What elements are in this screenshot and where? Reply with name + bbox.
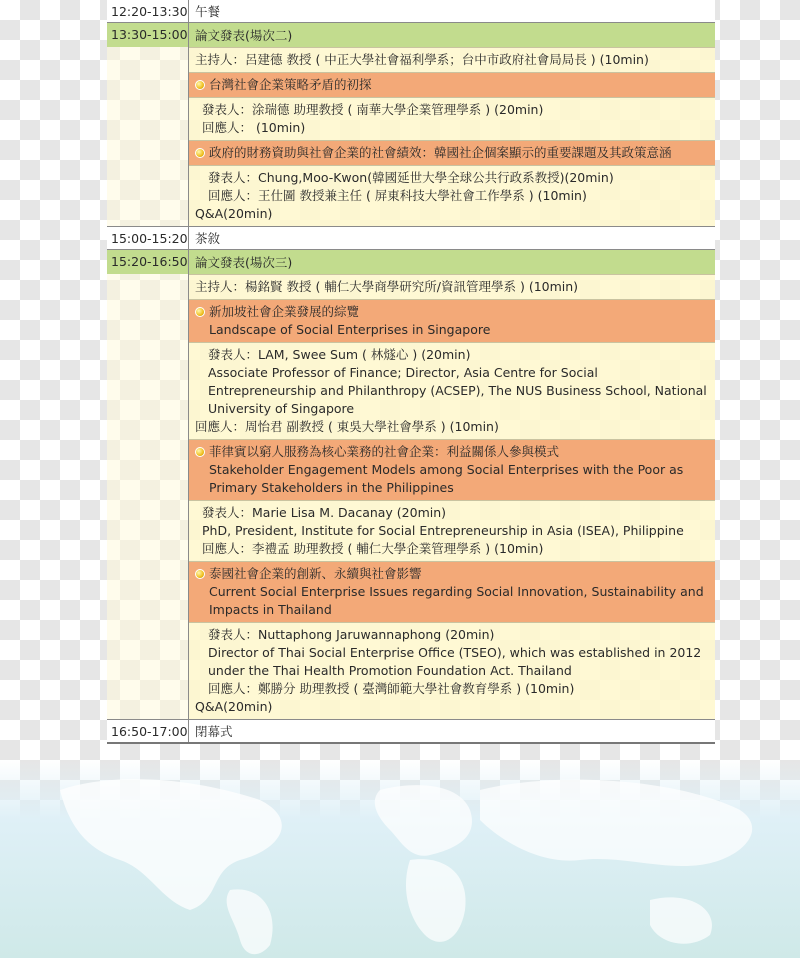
agenda-row-lunch <box>107 0 715 23</box>
paper-title-en: Stakeholder Engagement Models among Social Enterprises with the Poor as Primary Stakeholders in the Philippines <box>209 462 684 495</box>
agenda-row-tea <box>107 227 715 250</box>
paper-title-zh: 泰國社會企業的創新、永續與社會影響 <box>209 566 422 581</box>
presenter-line: 發表人：Chung,Moo-Kwon(韓國延世大學全球公共行政系教授)(20min) <box>208 170 614 185</box>
paper-speakers <box>189 97 715 140</box>
presenter-affiliation: Associate Professor of Finance; Director, Asia Centre for Social Entrepreneurship and Philanthropy (ACSEP), The NUS Business School, National University of Singapore <box>208 365 707 416</box>
presenter-line: 發表人：涂瑞德 助理教授 ( 南華大學企業管理學系 ) (20min) <box>202 102 544 117</box>
paper-speakers <box>189 622 715 719</box>
qa-line: Q&A(20min) <box>195 699 273 714</box>
paper-speakers <box>189 342 715 439</box>
time-cell: 13:30-15:00 <box>107 23 189 226</box>
event-label: 閉幕式 <box>189 720 715 742</box>
paper-title <box>189 561 715 622</box>
paper-title-zh: 新加坡社會企業發展的綜覽 <box>209 304 360 319</box>
respondent-line: 回應人：李禮孟 助理教授 ( 輔仁大學企業管理學系 ) (10min) <box>202 541 544 556</box>
event-label: 茶敘 <box>189 227 715 249</box>
time-cell: 15:20-16:50 <box>107 250 189 719</box>
paper-title <box>189 140 715 165</box>
paper-title-zh: 政府的財務資助與社會企業的社會績效：韓國社企個案顯示的重要課題及其政策意涵 <box>209 145 672 160</box>
paper-title <box>189 439 715 500</box>
paper-title <box>189 72 715 97</box>
session-title: 論文發表(場次二) <box>189 23 715 47</box>
bullet-icon <box>195 447 205 457</box>
bullet-icon <box>195 307 205 317</box>
bullet-icon <box>195 569 205 579</box>
world-map-graphic <box>0 760 800 958</box>
paper-title-en: Landscape of Social Enterprises in Singapore <box>209 322 491 337</box>
session-title: 論文發表(場次三) <box>189 250 715 274</box>
time-cell: 15:00-15:20 <box>107 227 189 249</box>
world-map-background <box>0 760 800 958</box>
agenda-row-closing <box>107 720 715 742</box>
event-label: 午餐 <box>189 0 715 22</box>
agenda-row-session2 <box>107 23 715 227</box>
agenda-table <box>107 0 715 744</box>
time-cell: 16:50-17:00 <box>107 720 189 742</box>
paper-speakers <box>189 165 715 226</box>
paper-title-zh: 台灣社會企業策略矛盾的初探 <box>209 77 372 92</box>
paper-title-en: Current Social Enterprise Issues regarding Social Innovation, Sustainability and Impacts in Thailand <box>209 584 704 617</box>
time-cell: 12:20-13:30 <box>107 0 189 22</box>
paper-speakers <box>189 500 715 561</box>
respondent-line: 回應人：周怡君 副教授 ( 東吳大學社會學系 ) (10min) <box>195 419 499 434</box>
bullet-icon <box>195 148 205 158</box>
presenter-affiliation: Director of Thai Social Enterprise Office (TSEO), which was established in 2012 under the Thai Health Promotion Foundation Act. Thailand <box>208 645 702 678</box>
qa-line: Q&A(20min) <box>195 206 273 221</box>
presenter-line: 發表人：LAM, Swee Sum ( 林燧心 ) (20min) <box>208 347 471 362</box>
presenter-line: 發表人：Nuttaphong Jaruwannaphong (20min) <box>208 627 495 642</box>
paper-title-zh: 菲律賓以窮人服務為核心業務的社會企業：利益關係人參與模式 <box>209 444 560 459</box>
session-host: 主持人：呂建德 教授 ( 中正大學社會福利學系；台中市政府社會局局長 ) (10min) <box>189 47 715 72</box>
respondent-line: 回應人：鄭勝分 助理教授 ( 臺灣師範大學社會教育學系 ) (10min) <box>208 681 575 696</box>
bullet-icon <box>195 80 205 90</box>
paper-title <box>189 299 715 342</box>
respondent-line: 回應人：王仕圖 教授兼主任 ( 屏東科技大學社會工作學系 ) (10min) <box>208 188 587 203</box>
session-host: 主持人：楊銘賢 教授 ( 輔仁大學商學研究所/資訊管理學系 ) (10min) <box>189 274 715 299</box>
presenter-affiliation: PhD, President, Institute for Social Entrepreneurship in Asia (ISEA), Philippine <box>202 523 684 538</box>
presenter-line: 發表人：Marie Lisa M. Dacanay (20min) <box>202 505 447 520</box>
respondent-line: 回應人： (10min) <box>202 120 306 135</box>
agenda-row-session3 <box>107 250 715 720</box>
